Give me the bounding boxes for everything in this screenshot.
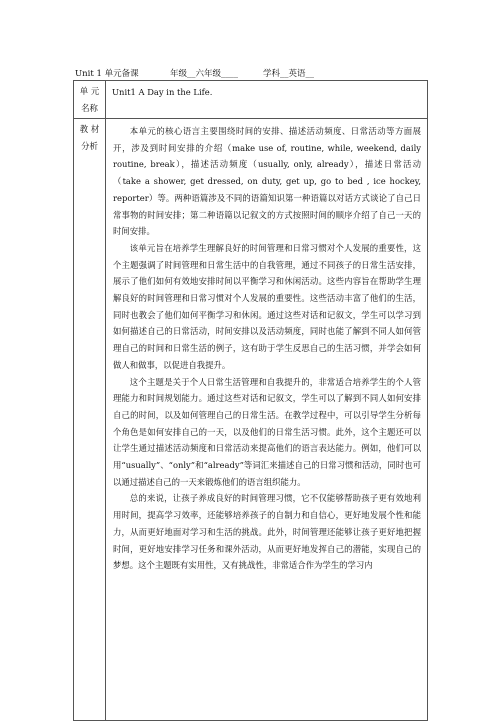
analysis-row [74,119,428,721]
analysis-paragraph-2: 该单元旨在培养学生理解良好的时间管理和日常习惯对个人发展的重要性，这个主题强调了时间管理和日常生活中的自我管理，通过不同孩子的日常生活安排，展示了他们如何有效地安排时间以平衡学习和休闲活动。这些内容旨在帮助学生理解良好的时间管理和日常习惯对个人发展的重要性。这些活动丰富了他们的生活，同时也教会了他们如何平衡学习和休闲。通过这些对话和记叙文，学生可以学习到如何描述自己的日常活动，时间安排以及活动频度，同时也能了解到不同人如何管理自己的时间和日常生活的例子，这有助于学生反思自己的生活习惯，并学会如何做人和做事，以促进自我提升。 [113,242,421,370]
analysis-label [74,119,106,721]
analysis-paragraph-3: 这个主题是关于个人日常生活管理和自我提升的，非常适合培养学生的个人管理能力和时间规划能力。通过这些对话和记叙文，学生可以了解到不同人如何安排自己的时间，以及如何管理自己的日常生活。在教学过程中，可以引导学生分析每个角色是如何安排自己的一天，以及他们的日常生活习惯。此外，这个主题还可以让学生通过描述活动频度和日常活动来提高他们的语言表达能力。例如，他们可以用“usually”、“only”和“already”等词汇来描述自己的日常习惯和活动，同时也可以通过描述自己的一天来锻炼他们的语言组织能力。 [113,376,421,487]
unit-name-label [74,81,106,119]
analysis-content [106,119,428,721]
lesson-plan-table [73,80,428,721]
subject-field: 学科__英语__ [263,69,315,79]
analysis-paragraph-4: 总的来说，让孩子养成良好的时间管理习惯，它不仅能够帮助孩子更有效地利用时间，提高学习效率，还能够培养孩子的自制力和自信心，更好地发展个性和能力，从而更好地面对学习和生活的挑战。此外，时间管理还能够让孩子更好地把握时间，更好地安排学习任务和课外活动，从而更好地发挥自己的潜能，实现自己的梦想。这个主题既有实用性，又有挑战性，非常适合作为学生的学习内 [113,493,421,571]
page-header [75,67,314,79]
analysis-label-line-2: 分析 [81,141,98,151]
grade-field: 年级__六年级____ [170,69,239,79]
analysis-label-line-1: 教 材 [79,124,100,134]
unit-name-label-line-2: 名称 [81,103,98,113]
unit-name-label-line-1: 单 元 [79,86,100,96]
unit-plan-title: Unit 1 单元备课 [75,69,139,79]
analysis-paragraph-1: 本单元的核心语言主要围绕时间的安排、描述活动频度、日常活动等方面展开，涉及到时间安排的介绍（make use of, routine, while, weekend, daily routine, break），描述活动频度（usually, only, already），描述日常活动（take a shower, get dressed, on duty, get up, go to bed , ice hockey, reporter）等。两种语篇涉及不同的语篇知识第一种语篇以对话方式谈论了自己日常事物的时间安排；第二种语篇以记叙文的方式按照时间的顺序介绍了自己一天的时间安排。 [113,126,421,237]
unit-name-row [74,81,428,119]
unit-name-value: Unit1 A Day in the Life. [106,81,428,119]
